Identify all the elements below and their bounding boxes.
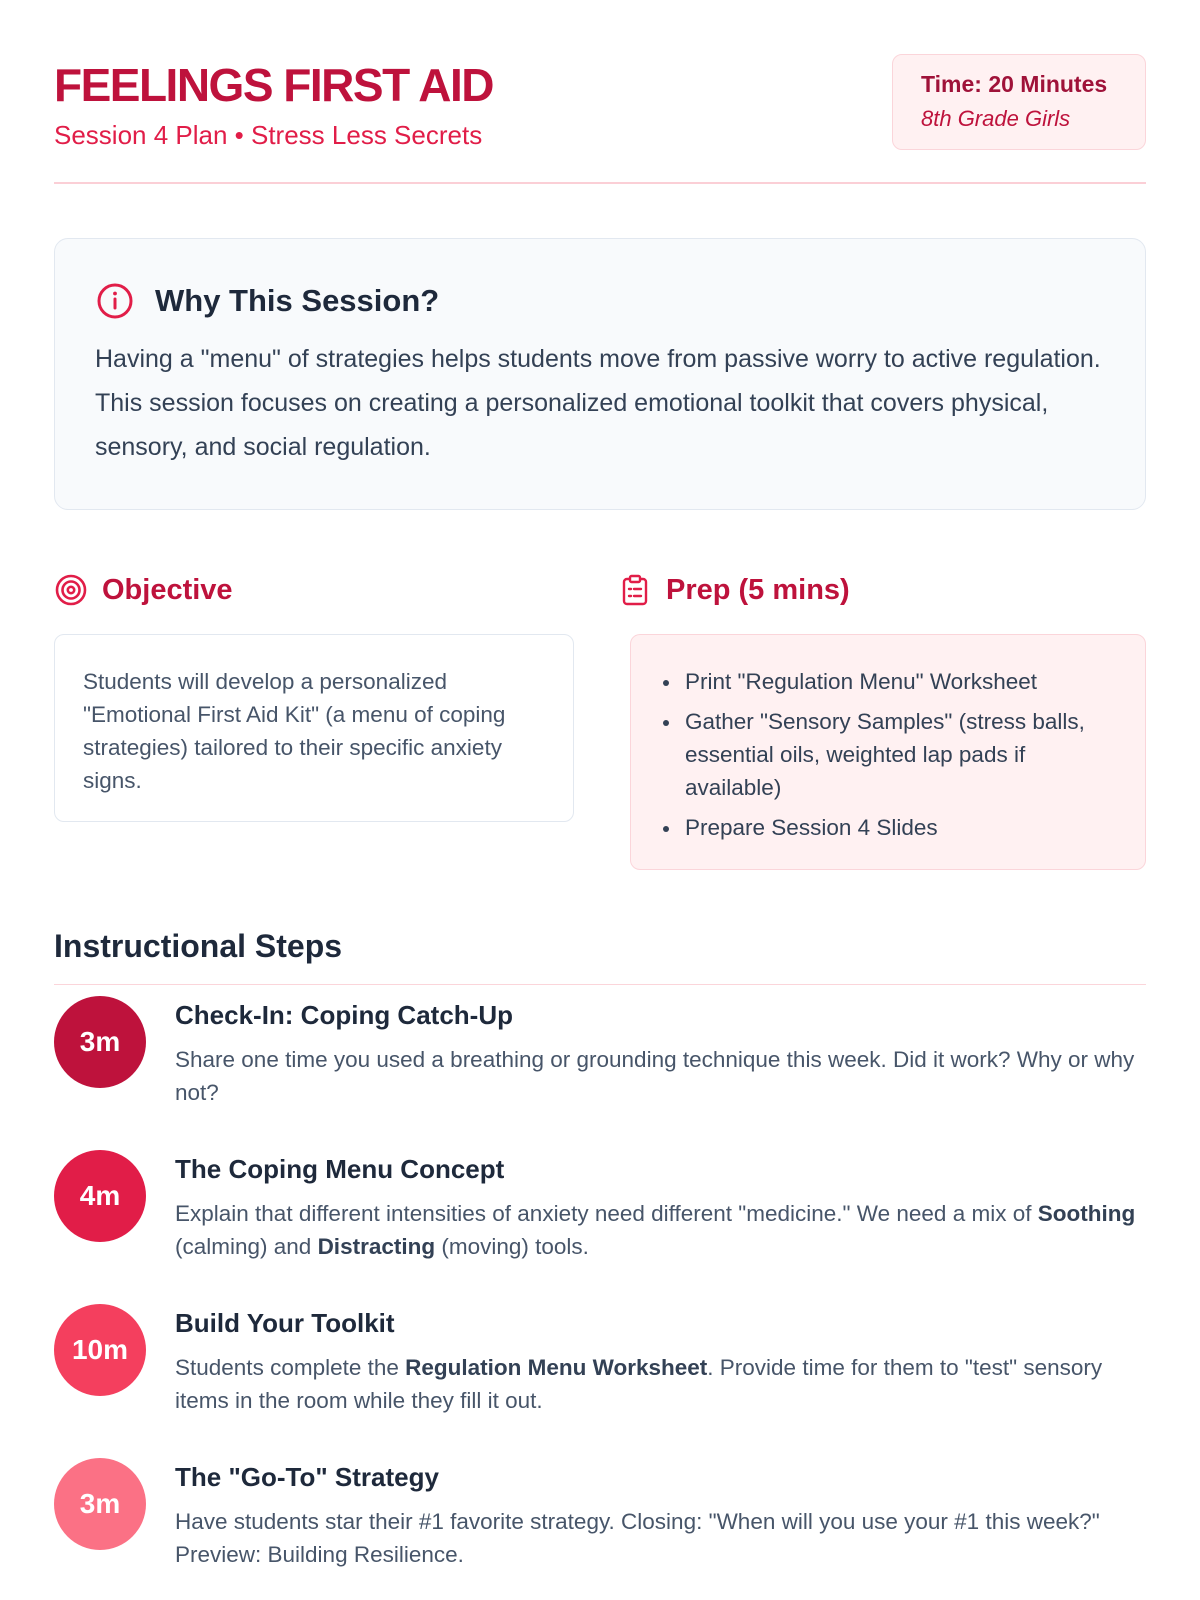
- target-icon: [54, 573, 88, 607]
- why-section: [54, 238, 1146, 510]
- prep-item: Print "Regulation Menu" Worksheet: [663, 665, 1125, 698]
- step-text-part: . Provide time for them to "test" sensory items in the room while they fill it out.: [175, 1355, 1103, 1413]
- step-text-part: Share one time you used a breathing or grounding technique this week. Did it work? Why or why not?: [175, 1047, 1135, 1105]
- time-badge: [892, 54, 1146, 150]
- lesson-plan-page: [54, 0, 1146, 1567]
- objective-text: Students will develop a personalized "Emotional First Aid Kit" (a menu of coping strategies) tailored to their specific anxiety signs.: [83, 669, 506, 793]
- why-text: Having a "menu" of strategies helps students move from passive worry to active regulation. This session focuses on creating a personalized emotional toolkit that covers physical, sensory, and social regulation.: [95, 345, 1101, 461]
- step-title: The Coping Menu Concept: [175, 1154, 505, 1184]
- step-text-emphasis: Distracting: [317, 1234, 436, 1259]
- step-text-part: Have students star their #1 favorite strategy. Closing: "When will you use your #1 this week?" Preview: Building Resilience.: [175, 1509, 1100, 1567]
- objective-title: Objective: [102, 573, 233, 606]
- session-time: Time: 20 Minutes: [921, 71, 1108, 97]
- prep-title: Prep (5 mins): [666, 573, 850, 606]
- step-text: [175, 1505, 1146, 1571]
- clipboard-list-icon: [618, 573, 652, 607]
- step-title: The "Go-To" Strategy: [175, 1462, 439, 1492]
- step-text-emphasis: Regulation Menu Worksheet: [405, 1355, 708, 1380]
- page-subtitle: Session 4 Plan • Stress Less Secrets: [54, 120, 483, 150]
- page-title: FEELINGS FIRST AID: [54, 59, 493, 111]
- step-time-badge: 10m: [54, 1304, 146, 1396]
- prep-card: [630, 634, 1146, 870]
- audience-label: 8th Grade Girls: [921, 106, 1071, 131]
- step-text: [175, 1197, 1146, 1263]
- step-text-emphasis: Soothing: [1037, 1201, 1136, 1226]
- divider: [54, 984, 1146, 985]
- prep-item: Gather "Sensory Samples" (stress balls, essential oils, weighted lap pads if available): [663, 705, 1125, 804]
- step-title: Build Your Toolkit: [175, 1308, 395, 1338]
- objective-heading: [54, 570, 233, 610]
- prep-list: [663, 665, 1125, 844]
- step-text-part: (calming) and: [175, 1234, 318, 1259]
- step-time-badge: 3m: [54, 996, 146, 1088]
- step-text-part: Students complete the: [175, 1355, 406, 1380]
- steps-title: Instructional Steps: [54, 928, 343, 964]
- step-text-part: Explain that different intensities of anxiety need different "medicine." We need a mix of: [175, 1201, 1038, 1226]
- info-circle-icon: [95, 281, 135, 321]
- step-time-badge: 3m: [54, 1458, 146, 1550]
- why-heading: [95, 279, 1105, 323]
- step-text: [175, 1043, 1146, 1109]
- step-time-badge: 4m: [54, 1150, 146, 1242]
- prep-heading: [618, 570, 850, 610]
- page-header: [54, 0, 1146, 184]
- prep-item: Prepare Session 4 Slides: [663, 811, 1125, 844]
- step-text-part: (moving) tools.: [435, 1234, 589, 1259]
- why-title: Why This Session?: [155, 283, 440, 318]
- step-title: Check-In: Coping Catch-Up: [175, 1000, 513, 1030]
- objective-card: [54, 634, 574, 822]
- step-text: [175, 1351, 1146, 1417]
